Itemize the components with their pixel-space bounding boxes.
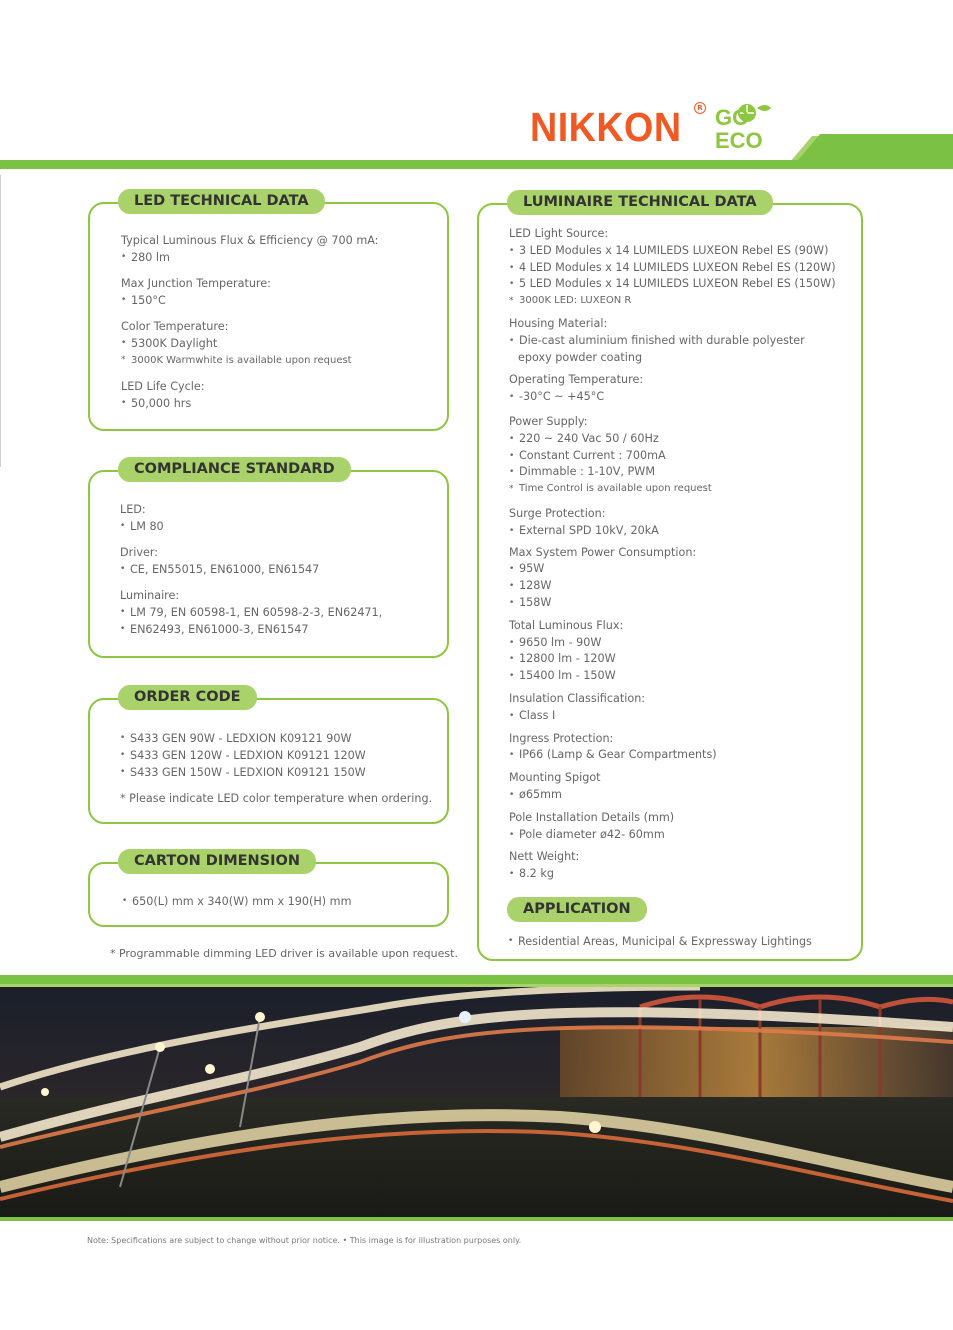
source-item: • 3 LED Modules x 14 LUMILEDS LUXEON Rebel ES (90W) (509, 243, 854, 260)
consumption-item: • 158W (509, 595, 854, 612)
ingress-label: Ingress Protection: (509, 731, 614, 745)
order-code-content (120, 730, 440, 807)
optemp-value: • -30°C ~ +45°C (509, 389, 854, 406)
surge-label: Surge Protection: (509, 506, 606, 520)
photo-top-band (0, 975, 953, 984)
power-item: • Constant Current : 700mA (509, 448, 854, 465)
order-item: • S433 GEN 150W - LEDXION K09121 150W (120, 764, 440, 781)
compliance-luminaire-value-2: • EN62493, EN61000-3, EN61547 (120, 621, 440, 638)
order-item: • S433 GEN 120W - LEDXION K09121 120W (120, 747, 440, 764)
weight-label: Nett Weight: (509, 850, 580, 864)
photo-bottom-band (0, 1217, 953, 1221)
dimming-note: * Programmable dimming LED driver is available upon request. (110, 947, 458, 960)
total-flux-item: • 12800 lm - 120W (509, 651, 854, 668)
housing-label: Housing Material: (509, 316, 608, 330)
highway-night-photo (0, 987, 953, 1217)
power-item: • 220 ~ 240 Vac 50 / 60Hz (509, 431, 854, 448)
total-flux-item: • 15400 lm - 150W (509, 668, 854, 685)
compliance-luminaire-value-1: • LM 79, EN 60598-1, EN 60598-2-3, EN62471, (120, 604, 440, 621)
compliance-content (120, 501, 440, 638)
compliance-luminaire-label: Luminaire: (120, 589, 180, 602)
weight-value: • 8.2 kg (509, 866, 854, 883)
spigot-value: • ø65mm (509, 787, 854, 804)
led-technical-content (121, 232, 441, 412)
tj-label: Max Junction Temperature: (121, 277, 271, 290)
page-edge-rule (0, 175, 1, 467)
compliance-driver-value: • CE, EN55015, EN61000, EN61547 (120, 561, 440, 578)
compliance-led-value: • LM 80 (120, 518, 440, 535)
flux-value: • 280 lm (121, 249, 441, 266)
pole-label: Pole Installation Details (mm) (509, 810, 675, 824)
order-note: * Please indicate LED color temperature when ordering. (120, 792, 433, 805)
go-text: GO (715, 105, 750, 130)
carton-content (122, 893, 442, 910)
compliance-led-label: LED: (120, 503, 146, 516)
optemp-label: Operating Temperature: (509, 373, 644, 387)
flux-label: Typical Luminous Flux & Efficiency @ 700 mA: (121, 234, 379, 247)
life-label: LED Life Cycle: (121, 380, 205, 393)
cct-label: Color Temperature: (121, 320, 229, 333)
consumption-label: Max System Power Consumption: (509, 545, 697, 559)
surge-value: • External SPD 10kV, 20kA (509, 523, 854, 540)
carton-value: • 650(L) mm x 340(W) mm x 190(H) mm (122, 893, 442, 910)
carton-title: CARTON DIMENSION (118, 849, 316, 874)
eco-text: ECO (715, 128, 763, 152)
disclaimer-note: Note: Specifications are subject to change without prior notice. • This image is for illustration purposes only. (87, 1236, 522, 1245)
ingress-value: • IP66 (Lamp & Gear Compartments) (509, 747, 854, 764)
power-item: • Dimmable : 1-10V, PWM (509, 464, 854, 481)
led-technical-title: LED TECHNICAL DATA (118, 189, 325, 214)
brand-name: NIKKON (530, 104, 682, 150)
housing-value-1: • Die-cast aluminium finished with durable polyester (509, 333, 854, 350)
application-value: • Residential Areas, Municipal & Expressway Lightings (508, 933, 853, 950)
compliance-title: COMPLIANCE STANDARD (118, 457, 351, 482)
life-value: • 50,000 hrs (121, 395, 441, 412)
application-content (508, 933, 853, 950)
insulation-value: • Class I (509, 708, 854, 725)
power-label: Power Supply: (509, 414, 588, 428)
luminaire-technical-title: LUMINAIRE TECHNICAL DATA (507, 190, 773, 215)
registered-mark: R (694, 102, 706, 114)
source-item: • 5 LED Modules x 14 LUMILEDS LUXEON Rebel ES (150W) (509, 276, 854, 293)
header-band (0, 130, 953, 175)
source-note: * 3000K LED: LUXEON R (509, 293, 854, 310)
tj-value: • 150°C (121, 292, 441, 309)
total-flux-label: Total Luminous Flux: (509, 618, 624, 632)
order-item: • S433 GEN 90W - LEDXION K09121 90W (120, 730, 440, 747)
spigot-label: Mounting Spigot (509, 771, 601, 785)
cct-value: • 5300K Daylight (121, 335, 441, 352)
total-flux-item: • 9650 lm - 90W (509, 635, 854, 652)
application-title: APPLICATION (507, 897, 647, 922)
housing-value-2: epoxy powder coating (518, 350, 643, 364)
source-label: LED Light Source: (509, 227, 609, 240)
luminaire-technical-content (509, 226, 854, 883)
order-code-title: ORDER CODE (118, 685, 257, 710)
power-note: * Time Control is available upon request (509, 481, 854, 498)
cct-note: * 3000K Warmwhite is available upon request (121, 352, 441, 369)
insulation-label: Insulation Classification: (509, 691, 646, 705)
consumption-item: • 95W (509, 561, 854, 578)
consumption-item: • 128W (509, 578, 854, 595)
pole-value: • Pole diameter ø42- 60mm (509, 827, 854, 844)
compliance-driver-label: Driver: (120, 546, 158, 559)
source-item: • 4 LED Modules x 14 LUMILEDS LUXEON Rebel ES (120W) (509, 260, 854, 277)
